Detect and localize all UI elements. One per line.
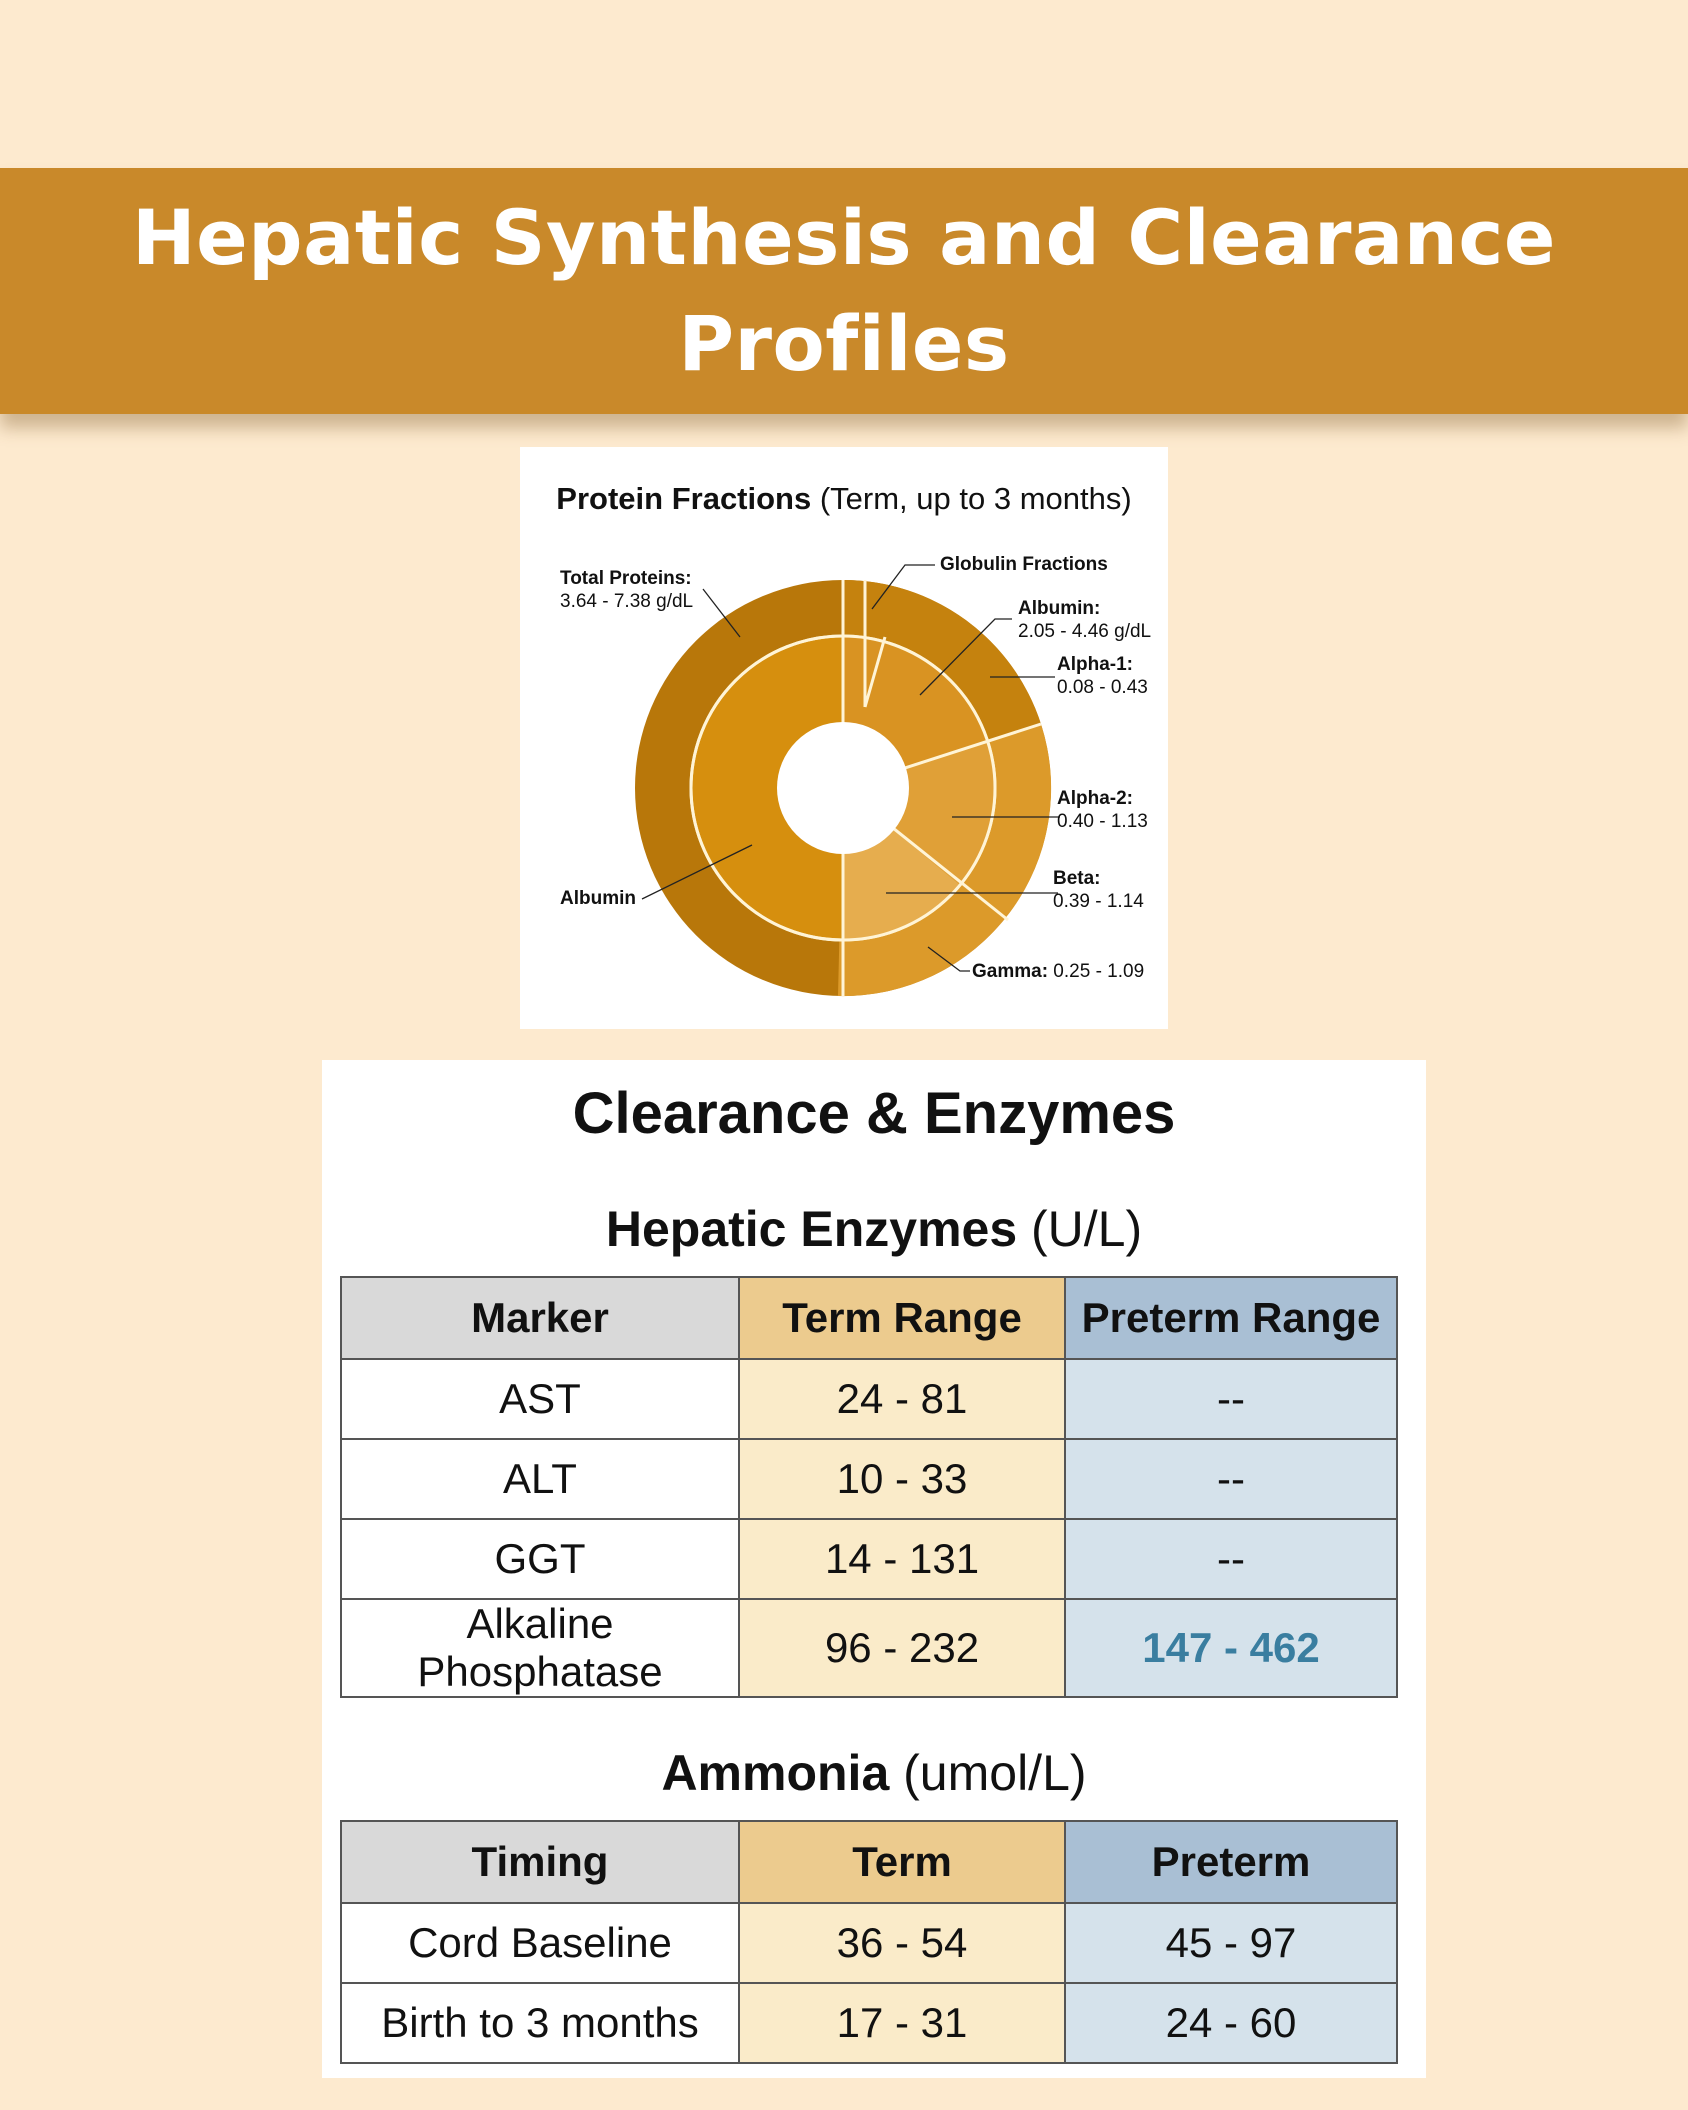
table-header-row bbox=[341, 1277, 1397, 1359]
table-cell: AST bbox=[341, 1359, 739, 1439]
table-cell: GGT bbox=[341, 1519, 739, 1599]
ammonia-table bbox=[340, 1820, 1398, 2064]
table-cell: -- bbox=[1065, 1519, 1397, 1599]
table-cell: 96 - 232 bbox=[739, 1599, 1065, 1697]
card-title: Clearance & Enzymes bbox=[572, 1081, 1176, 1146]
ammonia-title: Ammonia (umol/L) bbox=[661, 1745, 1087, 1801]
table-cell: ALT bbox=[341, 1439, 739, 1519]
alpha1-label: Alpha-1: 0.08 - 0.43 bbox=[1057, 654, 1148, 698]
table-cell: 36 - 54 bbox=[739, 1903, 1065, 1983]
table-cell: Alkaline Phosphatase bbox=[341, 1599, 739, 1697]
albumin-range-label: Albumin: 2.05 - 4.46 g/dL bbox=[1018, 598, 1152, 642]
donut-hole bbox=[777, 722, 909, 854]
table-cell: 14 - 131 bbox=[739, 1519, 1065, 1599]
table-row bbox=[341, 1439, 1397, 1519]
table-cell: 24 - 81 bbox=[739, 1359, 1065, 1439]
table-cell: 17 - 31 bbox=[739, 1983, 1065, 2063]
page-title: Hepatic Synthesis and Clearance Profiles bbox=[132, 193, 1556, 388]
table-cell: Cord Baseline bbox=[341, 1903, 739, 1983]
donut-chart bbox=[520, 447, 1168, 1029]
column-header: Term Range bbox=[739, 1277, 1065, 1359]
table-cell: 45 - 97 bbox=[1065, 1903, 1397, 1983]
column-header: Marker bbox=[341, 1277, 739, 1359]
column-header: Timing bbox=[341, 1821, 739, 1903]
protein-fractions-chart bbox=[520, 447, 1168, 1029]
gamma-label: Gamma: 0.25 - 1.09 bbox=[972, 961, 1145, 982]
header-banner bbox=[0, 168, 1688, 414]
column-header: Preterm Range bbox=[1065, 1277, 1397, 1359]
table-row bbox=[341, 1519, 1397, 1599]
beta-label: Beta: 0.39 - 1.14 bbox=[1053, 868, 1144, 912]
table-row bbox=[341, 1903, 1397, 1983]
chart-title: Protein Fractions (Term, up to 3 months) bbox=[556, 481, 1132, 516]
alpha2-label: Alpha-2: 0.40 - 1.13 bbox=[1057, 788, 1148, 832]
clearance-enzymes-card bbox=[322, 1060, 1426, 2078]
column-header: Term bbox=[739, 1821, 1065, 1903]
enzymes-title: Hepatic Enzymes (U/L) bbox=[605, 1201, 1143, 1257]
total-proteins-label: Total Proteins: 3.64 - 7.38 g/dL bbox=[560, 568, 694, 612]
table-cell: 10 - 33 bbox=[739, 1439, 1065, 1519]
table-header-row bbox=[341, 1821, 1397, 1903]
table-cell: Birth to 3 months bbox=[341, 1983, 739, 2063]
table-cell: 24 - 60 bbox=[1065, 1983, 1397, 2063]
globulin-fractions-label: Globulin Fractions bbox=[940, 554, 1108, 575]
table-cell: -- bbox=[1065, 1439, 1397, 1519]
table-cell-highlight: 147 - 462 bbox=[1065, 1599, 1397, 1697]
table-row bbox=[341, 1983, 1397, 2063]
table-row bbox=[341, 1599, 1397, 1697]
enzymes-table bbox=[340, 1276, 1398, 1698]
table-cell: -- bbox=[1065, 1359, 1397, 1439]
table-row bbox=[341, 1359, 1397, 1439]
column-header: Preterm bbox=[1065, 1821, 1397, 1903]
albumin-left-label: Albumin bbox=[560, 888, 636, 909]
